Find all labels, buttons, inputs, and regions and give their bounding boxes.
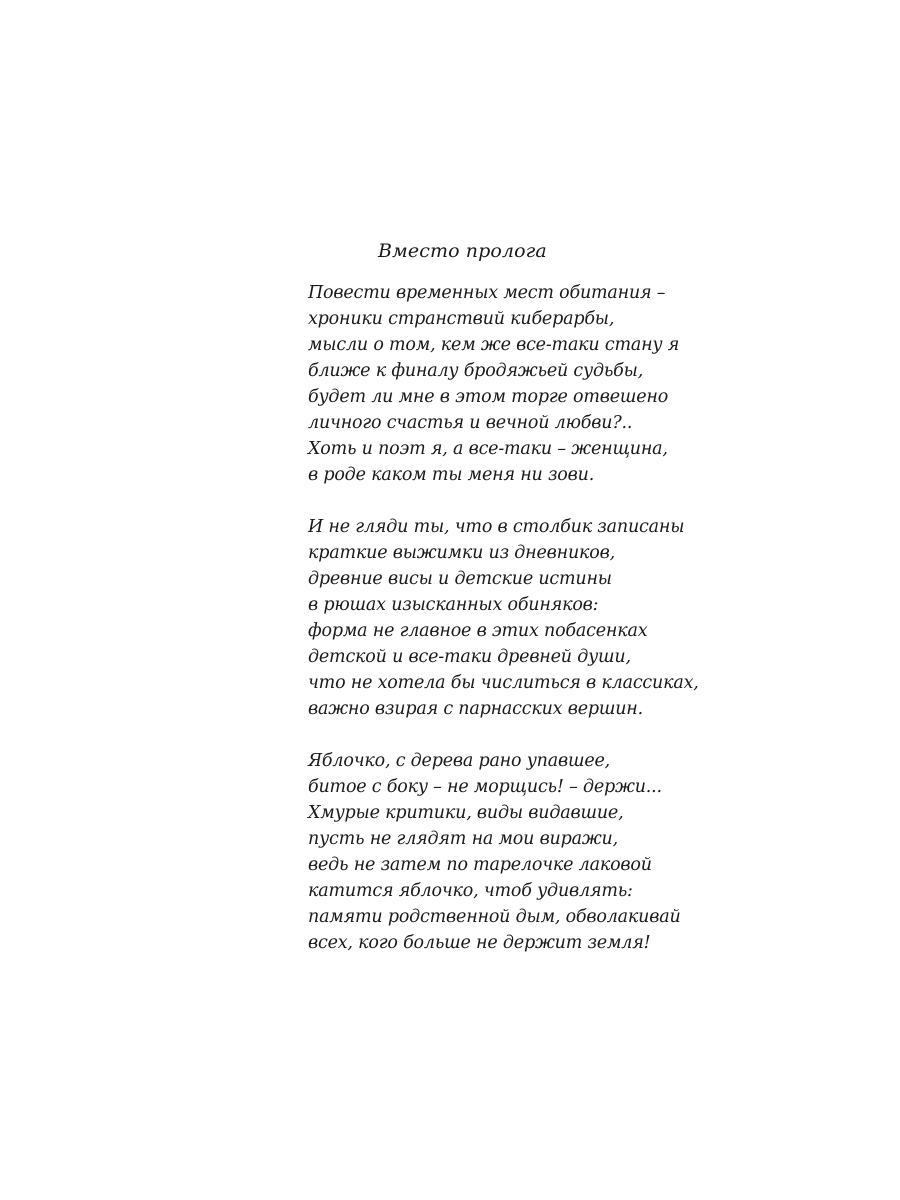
poem-line: в роде каком ты меня ни зови. — [308, 465, 595, 485]
poem-line: что не хотела бы числиться в классиках, — [308, 673, 699, 693]
poem-body — [308, 280, 728, 982]
poem-line: важно взирая с парнасских вершин. — [308, 699, 643, 719]
poem-line: Яблочко, с дерева рано упавшее, — [308, 751, 610, 771]
poem-line: форма не главное в этих побасенках — [308, 621, 648, 641]
stanza-3 — [308, 748, 728, 956]
poem-title: Вместо пролога — [378, 240, 547, 262]
poem-line: Хоть и поэт я, а все-таки – женщина, — [308, 439, 668, 459]
poem-line: ведь не затем по тарелочке лаковой — [308, 855, 652, 875]
poem-line: катится яблочко, чтоб удивлять: — [308, 881, 633, 901]
stanza-1 — [308, 280, 728, 488]
poem-line: памяти родственной дым, обволакивай — [308, 907, 681, 927]
poem-line: битое с боку – не морщись! – держи... — [308, 777, 662, 797]
stanza-2 — [308, 514, 728, 722]
poem-line: мысли о том, кем же все-таки стану я — [308, 335, 680, 355]
poem-line: пусть не глядят на мои виражи, — [308, 829, 618, 849]
poem-line: ближе к финалу бродяжьей судьбы, — [308, 361, 644, 381]
poem-line: будет ли мне в этом торге отвешено — [308, 387, 669, 407]
poem-line: хроники странствий киберарбы, — [308, 309, 615, 329]
poem-line: И не гляди ты, что в столбик записаны — [308, 517, 685, 537]
poem-line: Повести временных мест обитания – — [308, 283, 666, 303]
poem-line: Хмурые критики, виды видавшие, — [308, 803, 624, 823]
poem-line: в рюшах изысканных обиняков: — [308, 595, 599, 615]
poem-line: древние висы и детские истины — [308, 569, 612, 589]
poem-line: всех, кого больше не держит земля! — [308, 933, 651, 953]
poem-line: личного счастья и вечной любви?.. — [308, 413, 633, 433]
poem-line: детской и все-таки древней души, — [308, 647, 631, 667]
poem-line: краткие выжимки из дневников, — [308, 543, 615, 563]
